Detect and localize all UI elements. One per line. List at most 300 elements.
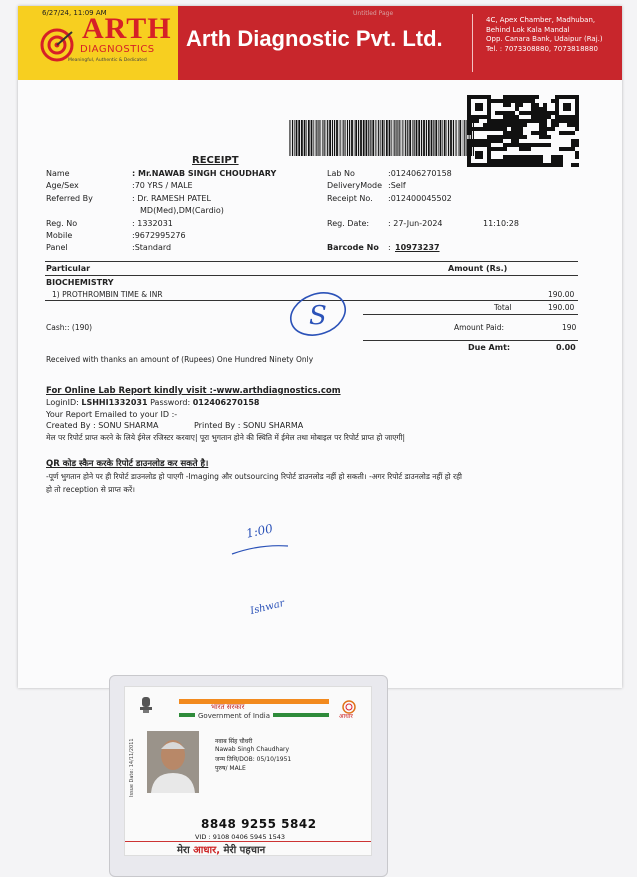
qr-module	[515, 99, 519, 103]
qr-module	[499, 147, 503, 151]
qr-module	[575, 115, 579, 119]
qr-module	[491, 127, 495, 131]
qr-module	[575, 119, 579, 123]
qr-module	[475, 115, 479, 119]
qr-module	[539, 115, 543, 119]
barcode-bar	[412, 120, 413, 156]
qr-module	[495, 111, 499, 115]
qr-module	[519, 95, 523, 99]
qr-module	[519, 163, 523, 167]
barcode-bar	[292, 120, 293, 156]
barcode-bar	[428, 120, 430, 156]
qr-module	[539, 111, 543, 115]
qr-module	[511, 115, 515, 119]
qr-module	[495, 135, 499, 139]
barcode-bar	[336, 120, 338, 156]
barcode-bar	[396, 120, 397, 156]
barcode-bar	[311, 120, 313, 156]
barcode-bar	[329, 120, 331, 156]
qr-module	[503, 99, 507, 103]
barcode-bar	[444, 120, 446, 156]
table-top-rule	[45, 261, 578, 262]
qr-module	[467, 159, 471, 163]
qr-module	[487, 151, 491, 155]
label-lab-no: Lab No	[327, 169, 355, 178]
national-emblem-icon	[137, 695, 155, 715]
qr-module	[503, 135, 507, 139]
qr-module	[511, 159, 515, 163]
password-value: 012406270158	[192, 398, 260, 407]
address-line: Opp. Canara Bank, Udaipur (Raj.)	[486, 35, 603, 43]
qr-module	[479, 139, 483, 143]
qr-module	[575, 95, 579, 99]
amount-paid-label: Amount Paid:	[454, 323, 505, 332]
qr-module	[547, 163, 551, 167]
qr-module	[543, 111, 547, 115]
qr-module	[475, 155, 479, 159]
total-value: 190.00	[548, 303, 575, 312]
barcode-bar	[409, 120, 411, 156]
qr-module	[487, 99, 491, 103]
logo-word: ARTH	[82, 12, 172, 45]
qr-module	[503, 127, 507, 131]
handwritten-mark	[283, 284, 353, 344]
qr-module	[487, 147, 491, 151]
barcode-bar	[315, 120, 316, 156]
qr-module	[491, 135, 495, 139]
holder-portrait-image	[147, 731, 199, 793]
qr-module	[475, 139, 479, 143]
qr-module	[467, 131, 471, 135]
issue-date: Issue Date: 14/11/2011	[129, 738, 135, 797]
online-report-heading: For Online Lab Report kindly visit :-www.arthdiagnostics.com	[46, 386, 341, 396]
qr-module	[479, 143, 483, 147]
qr-module	[547, 143, 551, 147]
qr-module	[507, 103, 511, 107]
hindi-email-note: मेल पर रिपोर्ट प्राप्त करने के लिये ईमेल रजिस्टर करवाए| पूरा भुगतान होने की स्थिति में ईमेल तथा मोबाइल पर रिपोर्ट प्राप्त हो जाएगी|	[46, 433, 406, 442]
receipt-sheet	[18, 6, 622, 688]
barcode-bar	[339, 120, 340, 156]
qr-module	[523, 111, 527, 115]
qr-module	[571, 131, 575, 135]
qr-module	[527, 95, 531, 99]
barcode-bar	[368, 120, 369, 156]
printed-by: Printed By : SONU SHARMA	[194, 421, 304, 430]
qr-module	[571, 119, 575, 123]
qr-module	[503, 143, 507, 147]
qr-module	[467, 139, 471, 143]
qr-module	[535, 111, 539, 115]
qr-module	[479, 95, 483, 99]
qr-module	[523, 119, 527, 123]
qr-module	[571, 147, 575, 151]
qr-module	[547, 127, 551, 131]
qr-module	[543, 123, 547, 127]
barcode-bar	[423, 120, 425, 156]
qr-module	[551, 163, 555, 167]
qr-module	[531, 111, 535, 115]
qr-module	[523, 123, 527, 127]
qr-module	[495, 139, 499, 143]
qr-module	[483, 95, 487, 99]
qr-module	[559, 119, 563, 123]
holder-name-hindi: नवाब सिंह चौधरी	[215, 738, 253, 745]
qr-module	[503, 147, 507, 151]
qr-module	[531, 143, 535, 147]
qr-module	[487, 127, 491, 131]
qr-module	[515, 103, 519, 107]
qr-module	[555, 95, 559, 99]
barcode-bar	[289, 120, 290, 156]
aadhaar-logo-icon	[335, 699, 363, 719]
qr-module	[471, 115, 475, 119]
receipt-title: RECEIPT	[192, 155, 239, 166]
qr-module	[479, 103, 483, 107]
qr-module	[555, 103, 559, 107]
age-sex-value: :70 YRS / MALE	[132, 181, 193, 190]
label-reg-no: Reg. No	[46, 219, 78, 228]
qr-module	[535, 155, 539, 159]
qr-module	[559, 155, 563, 159]
qr-module	[491, 139, 495, 143]
qr-module	[499, 119, 503, 123]
holder-photo	[147, 731, 199, 793]
page-title: Untitled Page	[353, 10, 394, 17]
qr-module	[575, 111, 579, 115]
qr-module	[467, 143, 471, 147]
qr-module	[479, 155, 483, 159]
qr-module	[535, 103, 539, 107]
header-divider	[472, 14, 473, 72]
qr-module	[539, 155, 543, 159]
qr-module	[563, 115, 567, 119]
barcode-bar	[355, 120, 357, 156]
qr-module	[563, 119, 567, 123]
section-biochemistry: BIOCHEMISTRY	[46, 278, 114, 287]
qr-module	[507, 159, 511, 163]
barcode-bar	[433, 120, 434, 156]
qr-module	[503, 163, 507, 167]
qr-module	[475, 107, 479, 111]
qr-module	[535, 107, 539, 111]
qr-module	[511, 111, 515, 115]
qr-module	[487, 155, 491, 159]
barcode-bar	[407, 120, 408, 156]
handwritten-signature: Ishwar	[249, 597, 286, 618]
qr-module	[539, 143, 543, 147]
panel-value: :Standard	[132, 243, 172, 252]
qr-module	[487, 95, 491, 99]
qr-module	[551, 155, 555, 159]
qr-module	[471, 143, 475, 147]
qr-module	[499, 159, 503, 163]
handwritten-underline	[230, 542, 290, 556]
qr-module	[519, 143, 523, 147]
qr-module	[487, 107, 491, 111]
barcode-bar	[296, 120, 298, 156]
qr-module	[519, 127, 523, 131]
qr-module	[575, 155, 579, 159]
barcode-bar	[458, 120, 459, 156]
qr-module	[527, 163, 531, 167]
barcode-bar	[291, 120, 292, 156]
qr-module	[555, 119, 559, 123]
qr-module	[543, 143, 547, 147]
qr-module	[519, 131, 523, 135]
qr-module	[495, 163, 499, 167]
qr-module	[491, 99, 495, 103]
barcode-bar	[358, 120, 359, 156]
qr-module	[555, 155, 559, 159]
qr-module	[571, 123, 575, 127]
qr-module	[515, 131, 519, 135]
qr-module	[559, 147, 563, 151]
received-amount-words: Received with thanks an amount of (Rupees) One Hundred Ninety Only	[46, 355, 314, 364]
label-referred-by: Referred By	[46, 194, 93, 203]
qr-module	[515, 127, 519, 131]
barcode-bar	[399, 120, 400, 156]
barcode-bar	[378, 120, 379, 156]
qr-module	[519, 159, 523, 163]
qr-module	[527, 159, 531, 163]
reg-date-value: : 27-Jun-2024	[388, 219, 443, 228]
tagline-part-1: मेरा	[177, 845, 190, 856]
barcode-bar	[342, 120, 343, 156]
qr-module	[551, 111, 555, 115]
qr-module	[507, 135, 511, 139]
qr-module	[475, 95, 479, 99]
barcode-bar	[459, 120, 461, 156]
qr-module	[483, 123, 487, 127]
qr-module	[487, 143, 491, 147]
qr-module	[495, 147, 499, 151]
qr-module	[543, 103, 547, 107]
referred-by-qualification: MD(Med),DM(Cardio)	[140, 206, 224, 215]
qr-module	[559, 159, 563, 163]
qr-module	[555, 99, 559, 103]
aadhaar-number: 8848 9255 5842	[201, 817, 317, 831]
qr-module	[559, 163, 563, 167]
qr-module	[487, 119, 491, 123]
barcode-bar	[450, 120, 452, 156]
barcode-bar	[394, 120, 395, 156]
logo-tagline: Meaningful, Authentic & Dedicated	[68, 58, 147, 63]
qr-module	[523, 99, 527, 103]
qr-module	[575, 103, 579, 107]
qr-module	[487, 111, 491, 115]
qr-module	[495, 123, 499, 127]
qr-module	[479, 127, 483, 131]
qr-module	[563, 107, 567, 111]
barcode-bar	[347, 120, 348, 156]
barcode-bar	[448, 120, 449, 156]
reg-time-value: 11:10:28	[483, 219, 519, 228]
company-address	[486, 16, 622, 54]
qr-module	[467, 115, 471, 119]
qr-module	[487, 115, 491, 119]
qr-module	[563, 147, 567, 151]
barcode-bar	[426, 120, 427, 156]
qr-module	[515, 107, 519, 111]
qr-module	[487, 135, 491, 139]
barcode-bar	[438, 120, 439, 156]
qr-module	[559, 115, 563, 119]
qr-module	[531, 155, 535, 159]
target-logo-icon	[40, 28, 74, 62]
qr-module	[503, 119, 507, 123]
barcode-bar	[332, 120, 333, 156]
qr-module	[475, 163, 479, 167]
aadhaar-card	[124, 686, 372, 856]
qr-module	[551, 159, 555, 163]
qr-module	[487, 103, 491, 107]
qr-module	[467, 147, 471, 151]
qr-module	[507, 143, 511, 147]
qr-module	[523, 155, 527, 159]
qr-module	[531, 95, 535, 99]
barcode-bar	[440, 120, 442, 156]
qr-download-heading: QR कोड स्कैन करके रिपोर्ट डाउनलोड कर सकते है।	[46, 459, 209, 469]
qr-module	[511, 131, 515, 135]
qr-module	[535, 115, 539, 119]
qr-module	[531, 163, 535, 167]
qr-module	[551, 127, 555, 131]
barcode-bar	[340, 120, 341, 156]
barcode-bar	[304, 120, 306, 156]
qr-module	[547, 111, 551, 115]
qr-module	[507, 163, 511, 167]
qr-module	[471, 119, 475, 123]
qr-module	[531, 103, 535, 107]
qr-module	[539, 119, 543, 123]
qr-module	[499, 127, 503, 131]
holder-dob: जन्म तिथि/DOB: 05/10/1951	[215, 756, 292, 763]
password-label: Password:	[150, 398, 191, 407]
qr-module	[543, 115, 547, 119]
barcode-bar	[393, 120, 394, 156]
column-particular: Particular	[46, 264, 91, 273]
qr-module	[507, 99, 511, 103]
qr-module	[515, 163, 519, 167]
barcode-bar	[301, 120, 303, 156]
barcode-bar	[380, 120, 381, 156]
qr-note-line-1: -पूर्ण भुगतान होने पर ही रिपोर्ट डाउनलोड हो पाएगी -Imaging और outsourcing रिपोर्ट डाउनलोड नहीं हो सकती। -अगर रिपोर्ट डाउनलोड नहीं हो रही	[46, 472, 462, 481]
barcode-bar	[313, 120, 314, 156]
barcode-bar	[389, 120, 391, 156]
qr-module	[539, 123, 543, 127]
qr-module	[511, 135, 515, 139]
test-item-amount: 190.00	[548, 290, 575, 299]
qr-module	[551, 123, 555, 127]
qr-module	[467, 127, 471, 131]
qr-module	[499, 135, 503, 139]
qr-module	[555, 107, 559, 111]
qr-module	[487, 159, 491, 163]
qr-module	[507, 111, 511, 115]
qr-module	[551, 119, 555, 123]
barcode-bar	[322, 120, 323, 156]
qr-module	[531, 99, 535, 103]
barcode-bar	[308, 120, 310, 156]
qr-module	[499, 123, 503, 127]
qr-module	[535, 159, 539, 163]
qr-module	[575, 151, 579, 155]
qr-module	[507, 155, 511, 159]
qr-module	[543, 119, 547, 123]
qr-module	[475, 143, 479, 147]
qr-module	[571, 139, 575, 143]
barcode-no-separator: :	[388, 243, 391, 252]
delivery-mode-value: :Self	[388, 181, 406, 190]
qr-module	[567, 123, 571, 127]
barcode-bar	[463, 120, 464, 156]
holder-gender: पुरुष/ MALE	[215, 765, 246, 772]
qr-module	[563, 131, 567, 135]
qr-module	[475, 151, 479, 155]
barcode-bar	[384, 120, 385, 156]
qr-module	[467, 103, 471, 107]
qr-module	[491, 159, 495, 163]
qr-module	[487, 123, 491, 127]
barcode-bar	[360, 120, 362, 156]
qr-module	[555, 111, 559, 115]
qr-code-image	[467, 95, 579, 167]
qr-module	[531, 159, 535, 163]
qr-module	[511, 127, 515, 131]
qr-module	[475, 119, 479, 123]
qr-module	[503, 95, 507, 99]
qr-module	[491, 163, 495, 167]
receipt-no-value: :012400045502	[388, 194, 452, 203]
qr-module	[567, 131, 571, 135]
qr-module	[503, 159, 507, 163]
qr-module	[495, 99, 499, 103]
login-id: LSHHI1332031	[81, 398, 148, 407]
qr-module	[539, 131, 543, 135]
qr-module	[575, 123, 579, 127]
created-by: Created By : SONU SHARMA	[46, 421, 159, 430]
qr-module	[483, 115, 487, 119]
qr-module	[567, 103, 571, 107]
qr-module	[531, 115, 535, 119]
label-panel: Panel	[46, 243, 68, 252]
qr-module	[527, 147, 531, 151]
barcode-bar	[447, 120, 448, 156]
barcode-bar	[401, 120, 402, 156]
tagline-part-2: आधार,	[193, 845, 221, 856]
barcode-bar	[375, 120, 376, 156]
print-datestamp: 6/27/24, 11:09 AM	[42, 9, 107, 17]
login-label: LoginID:	[46, 398, 79, 407]
qr-module	[547, 135, 551, 139]
qr-module	[527, 99, 531, 103]
qr-module	[527, 119, 531, 123]
qr-module	[515, 155, 519, 159]
barcode-bar	[316, 120, 317, 156]
qr-module	[523, 135, 527, 139]
patient-name: : Mr.NAWAB SINGH CHOUDHARY	[132, 169, 277, 178]
qr-module	[523, 95, 527, 99]
qr-module	[535, 131, 539, 135]
qr-module	[539, 159, 543, 163]
qr-module	[519, 99, 523, 103]
qr-module	[567, 107, 571, 111]
company-name: Arth Diagnostic Pvt. Ltd.	[186, 26, 443, 51]
barcode-bar	[386, 120, 388, 156]
label-mobile: Mobile	[46, 231, 73, 240]
qr-module	[511, 155, 515, 159]
qr-module	[555, 115, 559, 119]
